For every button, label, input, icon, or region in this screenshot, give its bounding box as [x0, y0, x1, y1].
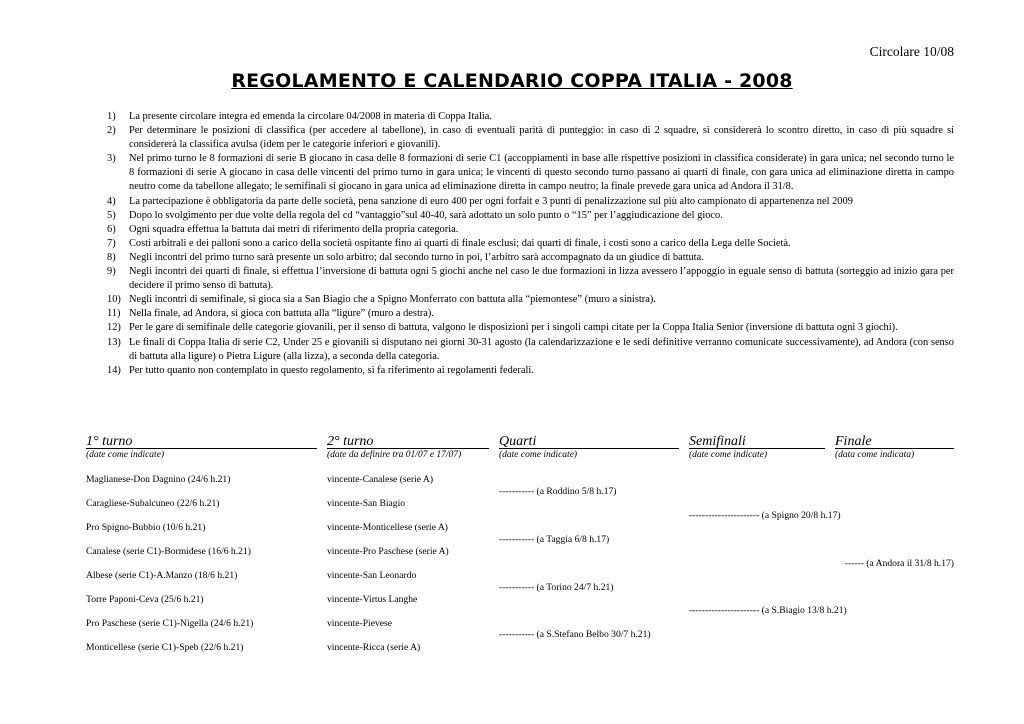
second-round-match: vincente-Pievese [327, 618, 392, 629]
rule-number: 7) [107, 237, 116, 249]
rule-text: Per le gare di semifinale delle categorie giovanili, per il senso di battuta, valgono le disposizioni per i singoli campi citate per la Coppa Italia Senior (inversione di battuta ogni 3 giochi). [129, 322, 898, 334]
semifinal-match: ---------------------- (a Spigno 20/8 h.17) [689, 510, 841, 521]
rule-number: 8) [107, 251, 116, 263]
rule-item [86, 364, 954, 378]
quarter-final-match: ----------- (a Taggia 6/8 h.17) [499, 534, 610, 545]
second-round-match: vincente-Ricca (serie A) [327, 642, 421, 653]
rule-number: 5) [107, 209, 116, 221]
second-round-match: vincente-San Leonardo [327, 570, 417, 581]
rule-number: 2) [107, 125, 116, 137]
column-subtitle-semifinals: (date come indicate) [689, 450, 768, 460]
rule-number: 6) [107, 223, 116, 235]
rule-text: Ogni squadra effettua la battuta dai metri di riferimento della propria categoria. [129, 223, 459, 235]
rule-item [86, 307, 954, 321]
rule-item [86, 195, 954, 209]
second-round-match: vincente-Canalese (serie A) [327, 474, 434, 485]
second-round-match: vincente-Monticellese (serie A) [327, 522, 448, 533]
first-round-match: Pro Paschese (serie C1)-Nigella (24/6 h.21) [86, 618, 254, 629]
column-subtitle-final: (data come indicata) [835, 450, 915, 460]
column-rule [499, 448, 679, 449]
rule-text: Nel primo turno le 8 formazioni di serie B giocano in casa delle 8 formazioni di serie C1 (accoppiamenti in base alle rispettive posizioni in classifica considerate) in gara unica; nel secondo turno le 8 formazioni di serie A giocano in casa delle vincenti del primo turno in gara unica; le vincenti di questo secondo turno passano ai quarti di finale, con gara unica ad eliminazione diretta in campo neutro come da tabellone allegato; le semifinali si giocano in gara unica ad eliminazione diretta in campo neutro; la finale prevede gara unica ad Andora il 31/8. [129, 153, 954, 193]
rules-list [86, 110, 954, 378]
rule-number: 3) [107, 153, 116, 165]
rule-text: Negli incontri di semifinale, si gioca sia a San Biagio che a Spigno Monferrato con battuta alla “piemontese” (muro a sinistra). [129, 294, 656, 306]
first-round-match: Maglianese-Don Dagnino (24/6 h.21) [86, 474, 231, 485]
column-rule [327, 448, 489, 449]
rule-text: La partecipazione è obbligatoria da parte delle società, pena sanzione di euro 400 per ogni forfait e 3 punti di penalizzazione sul più alto campionato di appartenenza nel 2009 [129, 195, 853, 207]
rule-text: Negli incontri dei quarti di finale, si effettua l’inversione di battuta ogni 5 giochi anche nel caso le due formazioni in lizza avessero l’appoggio in eguale senso di battuta (sorteggio ad inizio gara per decidere il primo senso di battuta). [129, 266, 954, 292]
page-title: REGOLAMENTO E CALENDARIO COPPA ITALIA - 2008 [231, 70, 793, 92]
first-round-match: Pro Spigno-Bubbio (10/6 h.21) [86, 522, 206, 533]
final-match: ------ (a Andora il 31/8 h.17) [844, 558, 954, 569]
column-title-first-round: 1° turno [86, 434, 133, 449]
rule-item [86, 251, 954, 265]
rule-item [86, 265, 954, 293]
quarter-final-match: ----------- (a Roddino 5/8 h.17) [499, 486, 617, 497]
rule-item [86, 237, 954, 251]
rule-number: 9) [107, 266, 116, 278]
rule-text: Nella finale, ad Andora, si gioca con battuta alla “ligure” (muro a destra). [129, 308, 434, 320]
rule-number: 4) [107, 195, 116, 207]
rule-text: Per determinare le posizioni di classifica (per accedere al tabellone), in caso di eventuali parità di punteggio: in caso di 2 squadre, si considererà lo scontro diretto, in caso di più squadre si considererà la classifica avulsa (idem per le categorie inferiori e giovanili). [129, 125, 954, 151]
rule-text: Dopo lo svolgimento per due volte della regola del cd “vantaggio”sul 40-40, sarà adottato un solo punto o “15” per l’aggiudicazione del gioco. [129, 209, 723, 221]
rule-text: Le finali di Coppa Italia di serie C2, Under 25 e giovanili si disputano nei giorni 30-31 agosto (la calendarizzazione e le sedi definitive verranno comunicate successivamente), ad Andora (con senso di battuta alla ligure) o Pietra Ligure (alla lizza), a seconda della categoria. [129, 336, 954, 362]
column-title-semifinals: Semifinali [689, 434, 746, 449]
circolare-number: Circolare 10/08 [869, 44, 954, 59]
rule-item [86, 152, 954, 194]
column-title-final: Finale [835, 434, 872, 449]
column-rule [689, 448, 825, 449]
tournament-bracket [86, 430, 954, 670]
rule-item [86, 223, 954, 237]
second-round-match: vincente-Pro Paschese (serie A) [327, 546, 449, 557]
column-title-quarters: Quarti [499, 434, 537, 449]
rule-item [86, 110, 954, 124]
rule-item [86, 321, 954, 335]
second-round-match: vincente-Virtus Langhe [327, 594, 418, 605]
second-round-match: vincente-San Biagio [327, 498, 406, 509]
column-title-second-round: 2° turno [327, 434, 374, 449]
semifinal-match: ---------------------- (a S.Biagio 13/8 h.21) [689, 605, 847, 616]
rule-text: Negli incontri del primo turno sarà presente un solo arbitro; dal secondo turno in poi, l’arbitro sarà accompagnato da un giudice di battuta. [129, 251, 704, 263]
first-round-match: Caragliese-Subalcuneo (22/6 h.21) [86, 498, 220, 509]
rule-item [86, 336, 954, 364]
column-rule [86, 448, 317, 449]
rule-text: Costi arbitrali e dei palloni sono a carico della società ospitante fino ai quarti di finale esclusi; dai quarti di finale, i costi sono a carico della Lega delle Società. [129, 237, 791, 249]
rule-number: 14) [107, 364, 121, 376]
rule-item [86, 124, 954, 152]
rule-item [86, 293, 954, 307]
rule-text: Per tutto quanto non contemplato in questo regolamento, si fa riferimento ai regolamenti federali. [129, 364, 534, 376]
column-subtitle-second-round: (date da definire tra 01/07 e 17/07) [327, 450, 462, 460]
column-rule [835, 448, 954, 449]
rule-text: La presente circolare integra ed emenda la circolare 04/2008 in materia di Coppa Italia. [129, 111, 492, 122]
rule-number: 13) [107, 336, 121, 348]
rule-number: 10) [107, 294, 121, 306]
rule-number: 11) [107, 308, 121, 320]
first-round-match: Torre Paponi-Ceva (25/6 h.21) [86, 594, 204, 605]
first-round-match: Canalese (serie C1)-Bormidese (16/6 h.21) [86, 546, 251, 557]
first-round-match: Albese (serie C1)-A.Manzo (18/6 h.21) [86, 570, 238, 581]
quarter-final-match: ----------- (a S.Stefano Belbo 30/7 h.21) [499, 629, 651, 640]
rule-item [86, 209, 954, 223]
quarter-final-match: ----------- (a Torino 24/7 h.21) [499, 582, 614, 593]
first-round-match: Monticellese (serie C1)-Speb (22/6 h.21) [86, 642, 244, 653]
column-subtitle-first-round: (date come indicate) [86, 450, 165, 460]
rule-number: 12) [107, 322, 121, 334]
rule-number: 1) [107, 111, 116, 122]
column-subtitle-quarters: (date come indicate) [499, 450, 578, 460]
